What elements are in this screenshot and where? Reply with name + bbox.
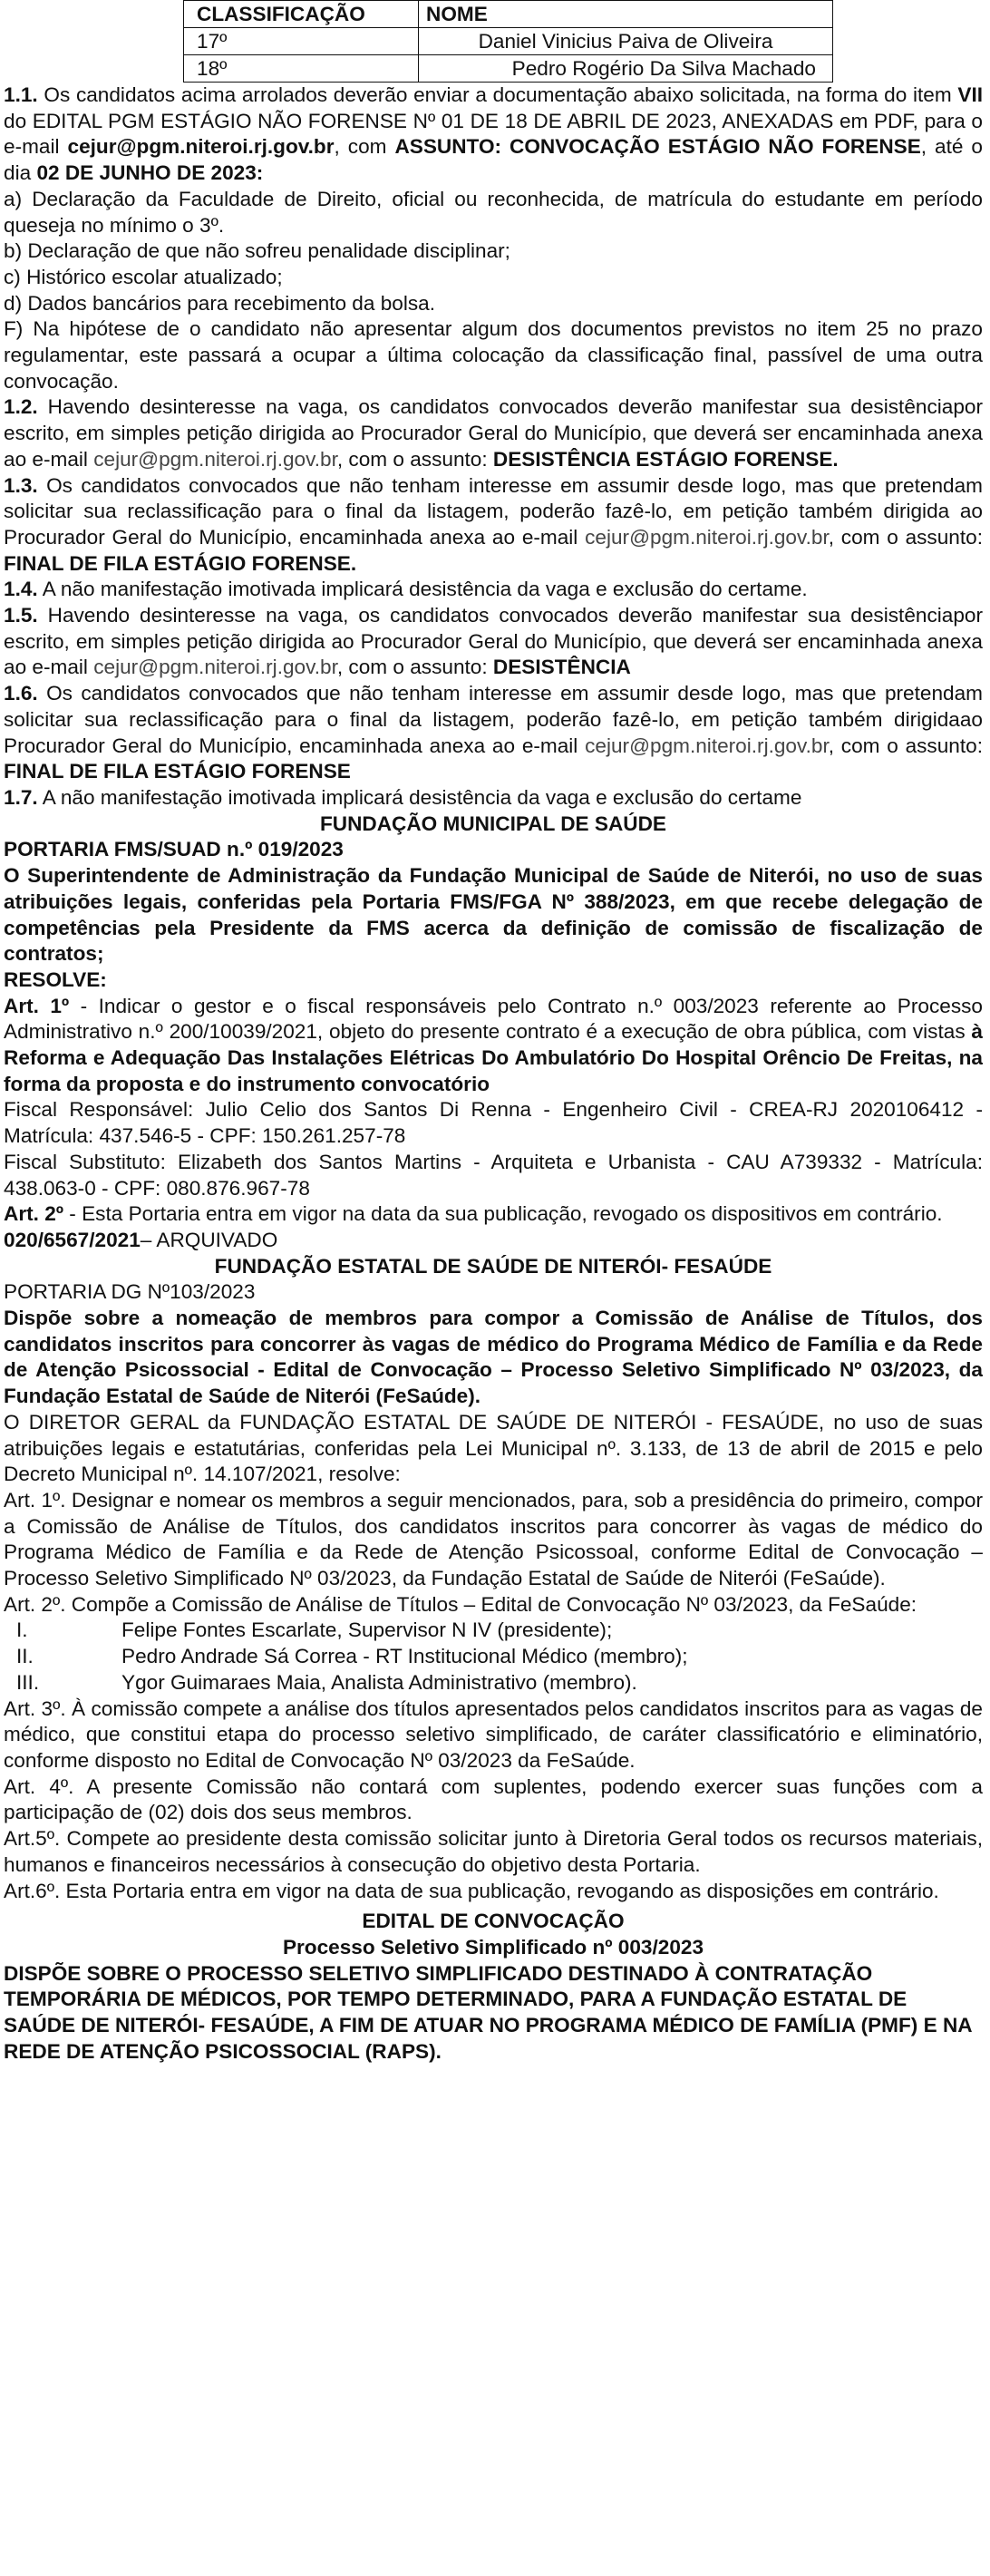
clause-text: A não manifestação imotivada implicará desistência da vaga e exclusão do certame xyxy=(37,785,802,809)
clause-text: , com o assunto: xyxy=(828,734,983,757)
fesaude-art-2: Art. 2º. Compõe a Comissão de Análise de Títulos – Edital de Convocação Nº 03/2023, da FeSaúde: xyxy=(4,1592,917,1616)
paragraph-1-6 xyxy=(4,681,983,785)
arquivado-label: – ARQUIVADO xyxy=(140,1228,278,1251)
clause-text: Havendo desinteresse na vaga, os candidatos convocados deverão manifestar sua desistênciapor escrito, em simples petição dirigida ao Procurador Geral do Município, que deverá ser encaminhada anexa ao e-mail xyxy=(4,604,983,679)
heading-text: EDITAL DE CONVOCAÇÃO xyxy=(362,1910,625,1933)
fms-art-2 xyxy=(4,1201,983,1228)
table-cell-name: Daniel Vinicius Paiva de Oliveira xyxy=(419,28,833,55)
paragraph-1-4 xyxy=(4,577,983,603)
email-link[interactable]: cejur@pgm.niteroi.rj.gov.br xyxy=(93,656,337,679)
table-cell-name: Pedro Rogério Da Silva Machado xyxy=(419,55,833,83)
table-row xyxy=(184,55,833,83)
email-link[interactable]: cejur@pgm.niteroi.rj.gov.br xyxy=(93,447,337,471)
clause-number: 1.6. xyxy=(4,682,38,705)
list-item-c: c) Histórico escolar atualizado; xyxy=(4,265,283,288)
article-label: Art. 2º xyxy=(4,1202,64,1226)
member-name: Pedro Andrade Sá Correa - RT Institucional Médico (membro); xyxy=(121,1645,688,1668)
clause-text: , com o assunto: xyxy=(336,656,493,679)
table-row xyxy=(184,28,833,55)
paragraph-1-2 xyxy=(4,394,983,472)
paragraph-1-3 xyxy=(4,473,983,578)
email-subject: FINAL DE FILA ESTÁGIO FORENSE. xyxy=(4,551,357,575)
clause-text: do EDITAL PGM ESTÁGIO NÃO FORENSE Nº 01 DE 18 DE ABRIL DE 2023, ANEXADAS em PDF, para o e-mail xyxy=(4,109,983,159)
clause-text: , até o dia xyxy=(4,135,983,185)
process-number: 020/6567/2021 xyxy=(4,1228,141,1251)
clause-text: Os candidatos convocados que não tenham interesse em assumir desde logo, mas que pretendam solicitar sua reclassificação para o final da listagem, poderão fazê-lo, em petição também dirigida ao Procurador Geral do Município, encaminhada anexa ao e-mail xyxy=(4,473,983,549)
heading-text: FUNDAÇÃO ESTATAL DE SAÚDE DE NITERÓI- FESAÚDE xyxy=(214,1254,772,1278)
paragraph-1-7 xyxy=(4,785,983,812)
classification-table xyxy=(183,0,833,83)
portaria-title-fms xyxy=(4,837,983,863)
email-subject: DESISTÊNCIA xyxy=(492,656,631,679)
member-number: I. xyxy=(16,1619,28,1642)
resolve-text: RESOLVE: xyxy=(4,967,107,991)
fesaude-ementa xyxy=(4,1306,983,1410)
email-subject: ASSUNTO: CONVOCAÇÃO ESTÁGIO NÃO FORENSE xyxy=(394,135,921,159)
clause-text: , com o assunto: xyxy=(336,447,493,471)
clause-text: Havendo desinteresse na vaga, os candidatos convocados deverão manifestar sua desistênciapor escrito, em simples petição dirigida ao Procurador Geral do Município, que deverá ser encaminhada anexa ao e-mail xyxy=(4,395,983,471)
table-cell-position: 18º xyxy=(184,55,419,83)
table-header-row xyxy=(184,1,833,28)
fms-preamble xyxy=(4,863,983,967)
deadline: 02 DE JUNHO DE 2023: xyxy=(36,161,264,185)
member-list-item xyxy=(4,1670,983,1696)
edital-subheading xyxy=(4,1935,983,1961)
column-header-classificacao: CLASSIFICAÇÃO xyxy=(184,1,419,28)
list-item-f: F) Na hipótese de o candidato não apresentar algum dos documentos previstos no item 25 no prazo regulamentar, este passará a ocupar a última colocação da classificação final, passível de uma outra convocação. xyxy=(4,317,983,393)
summary-text: DISPÕE SOBRE O PROCESSO SELETIVO SIMPLIFICADO DESTINADO À CONTRATAÇÃO TEMPORÁRIA DE MÉDICOS, POR TEMPO DETERMINADO, PARA A FUNDAÇÃO ESTATAL DE SAÚDE DE NITERÓI- FESAÚDE, A FIM DE ATUAR NO PROGRAMA MÉDICO DE FAMÍLIA (PMF) E NA REDE DE ATENÇÃO PSICOSSOCIAL (RAPS). xyxy=(4,1961,972,2063)
section-heading-fesaude xyxy=(4,1254,983,1280)
clause-text: , com o assunto: xyxy=(828,525,983,549)
clause-text: A não manifestação imotivada implicará desistência da vaga e exclusão do certame. xyxy=(37,578,808,601)
fms-fiscal-responsavel: Fiscal Responsável: Julio Celio dos Santos Di Renna - Engenheiro Civil - CREA-RJ 2020106412 - Matrícula: 437.546-5 - CPF: 150.261.257-78 xyxy=(4,1098,983,1148)
email-subject: DESISTÊNCIA ESTÁGIO FORENSE. xyxy=(492,447,839,471)
preamble-text: O Superintendente de Administração da Fundação Municipal de Saúde de Niterói, no uso de suas atribuições legais, conferidas pela Portaria FMS/FGA Nº 388/2023, em que recebe delegação de competências pela Presidente da FMS acerca da definição de comissão de fiscalização de contratos; xyxy=(4,864,983,966)
member-number: III. xyxy=(16,1670,40,1694)
clause-text: Os candidatos acima arrolados deverão enviar a documentação abaixo solicitada, na forma do item xyxy=(37,83,958,106)
list-item-d: d) Dados bancários para recebimento da bolsa. xyxy=(4,291,436,315)
edital-summary xyxy=(4,1961,983,2066)
clause-number: 1.3. xyxy=(4,473,38,497)
fesaude-preamble: O DIRETOR GERAL da FUNDAÇÃO ESTATAL DE SAÚDE DE NITERÓI - FESAÚDE, no uso de suas atribuições legais e estatutárias, conferidas pela Lei Municipal nº. 3.133, de 13 de abril de 2015 e pelo Decreto Municipal nº. 14.107/2021, resolve: xyxy=(4,1410,983,1486)
list-item-b: b) Declaração de que não sofreu penalidade disciplinar; xyxy=(4,239,510,263)
member-list-item xyxy=(4,1618,983,1644)
fesaude-art-4: Art. 4º. A presente Comissão não contará com suplentes, podendo exercer suas funções com a participação de (02) dois dos seus membros. xyxy=(4,1774,983,1824)
member-list-item xyxy=(4,1644,983,1670)
column-header-nome: NOME xyxy=(419,1,833,28)
clause-text: Os candidatos convocados que não tenham interesse em assumir desde logo, mas que pretendam solicitar sua reclassificação para o final da listagem, poderão fazê-lo, em petição também dirigidaao Procurador Geral do Município, encaminhada anexa ao e-mail xyxy=(4,682,983,757)
email-subject: FINAL DE FILA ESTÁGIO FORENSE xyxy=(4,760,351,783)
ementa-text: Dispõe sobre a nomeação de membros para compor a Comissão de Análise de Títulos, dos candidatos inscritos para concorrer às vagas de médico do Programa Médico de Família e da Rede de Atenção Psicossocial - Edital de Convocação – Processo Seletivo Simplificado Nº 03/2023, da Fundação Estatal de Saúde de Niterói (FeSaúde). xyxy=(4,1307,983,1408)
article-label: Art. 1º xyxy=(4,994,70,1017)
heading-text: PORTARIA FMS/SUAD n.º 019/2023 xyxy=(4,838,344,861)
heading-text: FUNDAÇÃO MUNICIPAL DE SAÚDE xyxy=(319,812,666,835)
fms-fiscal-substituto: Fiscal Substituto: Elizabeth dos Santos Martins - Arquiteta e Urbanista - CAU A739332 - Matrícula: 438.063-0 - CPF: 080.876.967-78 xyxy=(4,1150,983,1200)
fesaude-art-3: Art. 3º. À comissão compete a análise dos títulos apresentados pelos candidatos inscritos para as vagas de médico, que constitui etapa do processo seletivo simplificado, de caráter classificatório e eliminatório, conforme disposto no Edital de Convocação Nº 03/2023 da FeSaúde. xyxy=(4,1696,983,1772)
fesaude-art-5: Art.5º. Compete ao presidente desta comissão solicitar junto à Diretoria Geral todos os recursos materiais, humanos e financeiros necessários à consecução do objetivo desta Portaria. xyxy=(4,1827,983,1876)
fms-arquivado xyxy=(4,1228,983,1254)
clause-number: 1.7. xyxy=(4,785,38,809)
article-text: - Esta Portaria entra em vigor na data da sua publicação, revogado os dispositivos em contrário. xyxy=(63,1202,943,1226)
fms-resolve xyxy=(4,967,983,994)
item-reference: VII xyxy=(957,83,983,106)
clause-text: , com xyxy=(334,135,395,159)
section-heading-fms xyxy=(4,812,983,838)
fms-art-1 xyxy=(4,994,983,1098)
article-object: à Reforma e Adequação Das Instalações Elétricas Do Ambulatório Do Hospital Orêncio De Freitas, na forma da proposta e do instrumento convocatório xyxy=(4,1020,983,1095)
clause-number: 1.5. xyxy=(4,604,38,627)
member-name: Ygor Guimaraes Maia, Analista Administrativo (membro). xyxy=(121,1670,637,1694)
paragraph-1-1 xyxy=(4,83,983,187)
email-link[interactable]: cejur@pgm.niteroi.rj.gov.br xyxy=(585,525,829,549)
list-item-a: a) Declaração da Faculdade de Direito, oficial ou reconhecida, de matrícula do estudante em período queseja no mínimo o 3º. xyxy=(4,187,983,237)
portaria-title-fesaude: PORTARIA DG Nº103/2023 xyxy=(4,1280,256,1304)
email-link[interactable]: cejur@pgm.niteroi.rj.gov.br xyxy=(67,135,335,159)
heading-text: Processo Seletivo Simplificado nº 003/2023 xyxy=(282,1935,704,1959)
fesaude-art-1: Art. 1º. Designar e nomear os membros a seguir mencionados, para, sob a presidência do primeiro, compor a Comissão de Análise de Títulos, dos candidatos inscritos para concorrer às vagas de médico do Programa Médico de Família e da Rede de Atenção Psicossoal, conforme Edital de Convocação – Processo Seletivo Simplificado Nº 03/2023, da Fundação Estatal de Saúde de Niterói (FeSaúde). xyxy=(4,1488,983,1590)
member-number: II. xyxy=(16,1645,34,1668)
edital-heading xyxy=(4,1909,983,1935)
article-text: - Indicar o gestor e o fiscal responsáveis pelo Contrato n.º 003/2023 referente ao Processo Administrativo n.º 200/10039/2021, objeto do presente contrato é a execução de obra pública, com vistas xyxy=(4,994,983,1044)
clause-number: 1.4. xyxy=(4,578,38,601)
clause-number: 1.2. xyxy=(4,395,38,419)
paragraph-1-5 xyxy=(4,603,983,681)
member-name: Felipe Fontes Escarlate, Supervisor N IV (presidente); xyxy=(121,1619,613,1642)
clause-number: 1.1. xyxy=(4,83,38,106)
table-cell-position: 17º xyxy=(184,28,419,55)
fesaude-art-6: Art.6º. Esta Portaria entra em vigor na data de sua publicação, revogando as disposições em contrário. xyxy=(4,1879,939,1902)
email-link[interactable]: cejur@pgm.niteroi.rj.gov.br xyxy=(585,734,829,757)
